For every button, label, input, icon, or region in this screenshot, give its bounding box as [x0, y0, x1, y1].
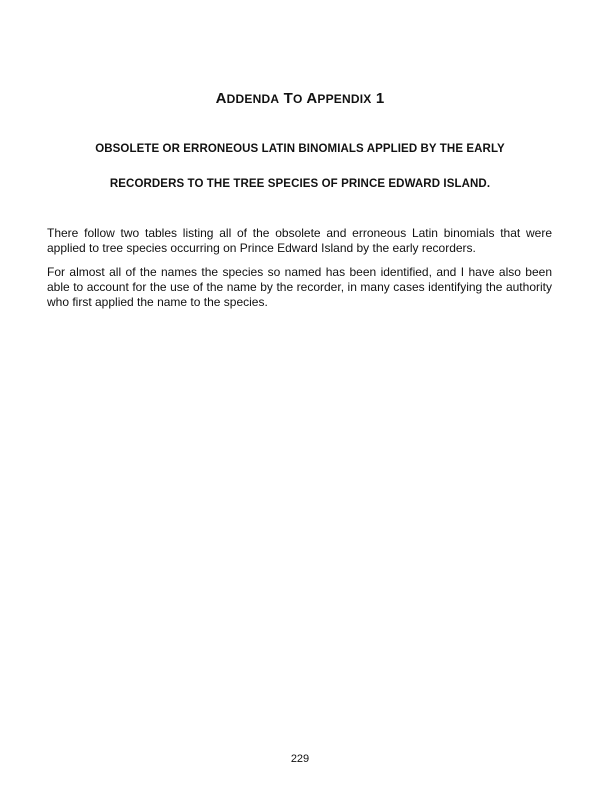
body-paragraph-2: For almost all of the names the species so named has been identified, and I have also been able to account for the use of the name by the recorder, in many cases identifying the authority who first applied the name to the species. [47, 265, 552, 309]
subtitle-line-2: RECORDERS TO THE TREE SPECIES OF PRINCE EDWARD ISLAND. [109, 178, 491, 190]
subtitle-line-1: OBSOLETE OR ERRONEOUS LATIN BINOMIALS APPLIED BY THE EARLY [95, 143, 505, 155]
page-title: ADDENDA TO APPENDIX 1 [215, 90, 385, 107]
page-number: 229 [290, 753, 310, 765]
body-paragraph-1: There follow two tables listing all of the obsolete and erroneous Latin binomials that were applied to tree species occurring on Prince Edward Island by the early recorders. [47, 226, 552, 255]
